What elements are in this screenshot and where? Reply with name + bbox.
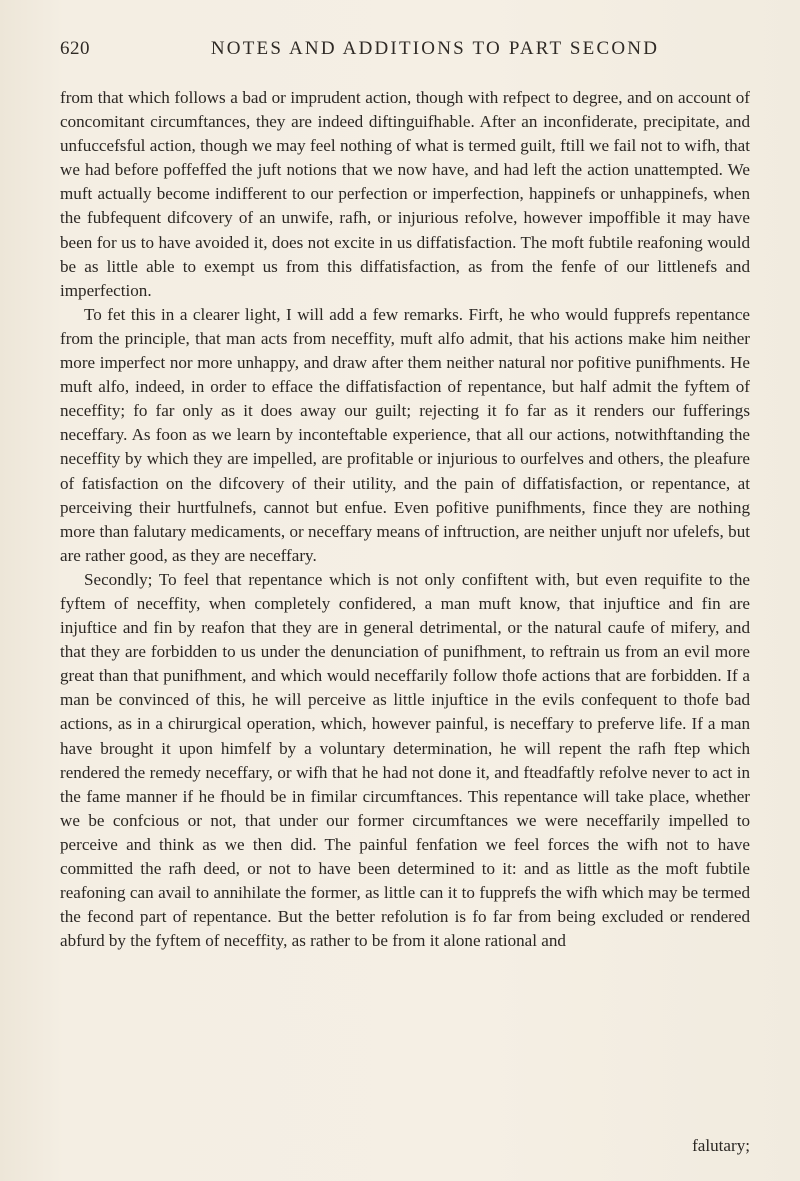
running-title: NOTES AND ADDITIONS TO PART SECOND — [210, 38, 660, 59]
paragraph-2: To fet this in a clearer light, I will add a few remarks. Firft, he who would fupprefs repentance from the principle, that man acts from neceffity, muft alfo admit, that his actions make him neither more imperfect nor more unhappy, and draw after them neither natural nor pofitive punifhments. He muft alfo, indeed, in order to efface the diffatisfaction of repentance, but half admit the fyftem of neceffity; fo far only as it does away our guilt; rejecting it fo far as it renders our fufferings neceffary. As foon as we learn by inconteftable experience, that all our actions, notwithftanding the neceffity by which they are impelled, are profitable or injurious to ourfelves and others, the pleafure of fatisfaction on the difcovery of their utility, and the pain of diffatisfaction, or repentance, at perceiving their hurtfulnefs, cannot but enfue. Even pofitive punifhments, fince they are nothing more than falutary medicaments, or neceffary means of inftruction, are neither unjuft nor ufelefs, but are rather good, as they are neceffary. — [60, 304, 750, 565]
body-text — [60, 86, 750, 953]
catchword: falutary; — [692, 1136, 750, 1155]
page-header — [60, 34, 750, 70]
page-number: 620 — [60, 38, 90, 59]
paragraph-1: from that which follows a bad or imprudent action, though with refpect to degree, and on account of concomitant circumftances, they are indeed diftinguifhable. After an inconfiderate, precipitate, and unfuccefsful action, though we may feel nothing of what is termed guilt, ftill we fail not to wifh, that we had before poffeffed the juft notions that we now have, and had left the action unattempted. We muft actually become indifferent to our perfection or imperfection, happinefs or unhappinefs, when the fubfequent difcovery of an unwife, rafh, or injurious refolve, however impoffible it may have been for us to have avoided it, does not excite in us diffatisfaction. The moft fubtile reafoning would be as little able to exempt us from this diffatisfaction, as from the fenfe of our littlenefs and imperfection. — [60, 88, 750, 300]
paragraph-3: Secondly; To feel that repentance which is not only confiftent with, but even requifite to the fyftem of neceffity, when completely confidered, a man muft know, that injuftice and fin are injuftice and fin by reafon that they are in general detrimental, or the natural caufe of mifery, and that they are forbidden to us under the denunciation of punifhment, to reftrain us from an evil more great than that punifhment, and which would neceffarily follow thofe actions that are forbidden. If a man be convinced of this, he will perceive as little injuftice in the evils confequent to thofe bad actions, as in a chirurgical operation, which, however painful, is neceffary to preferve life. If a man have brought it upon himfelf by a voluntary determination, he will repent the rafh ftep which rendered the remedy neceffary, or wifh that he had not done it, and fteadfaftly refolve never to act in the fame manner if he fhould be in fimilar circumftances. This repentance will take place, whether we be confcious or not, that under our former circumftances we were neceffarily impelled to perceive and think as we then did. The painful fenfation we feel forces the wifh not to have committed the rafh deed, or not to have been determined to it: and as little as the moft fubtile reafoning can avail to annihilate the former, as little can it to fupprefs the wifh which may be termed the fecond part of repentance. But the better refolution is fo far from being excluded or rendered abfurd by the fyftem of neceffity, as rather to be from it alone rational and — [60, 569, 750, 951]
